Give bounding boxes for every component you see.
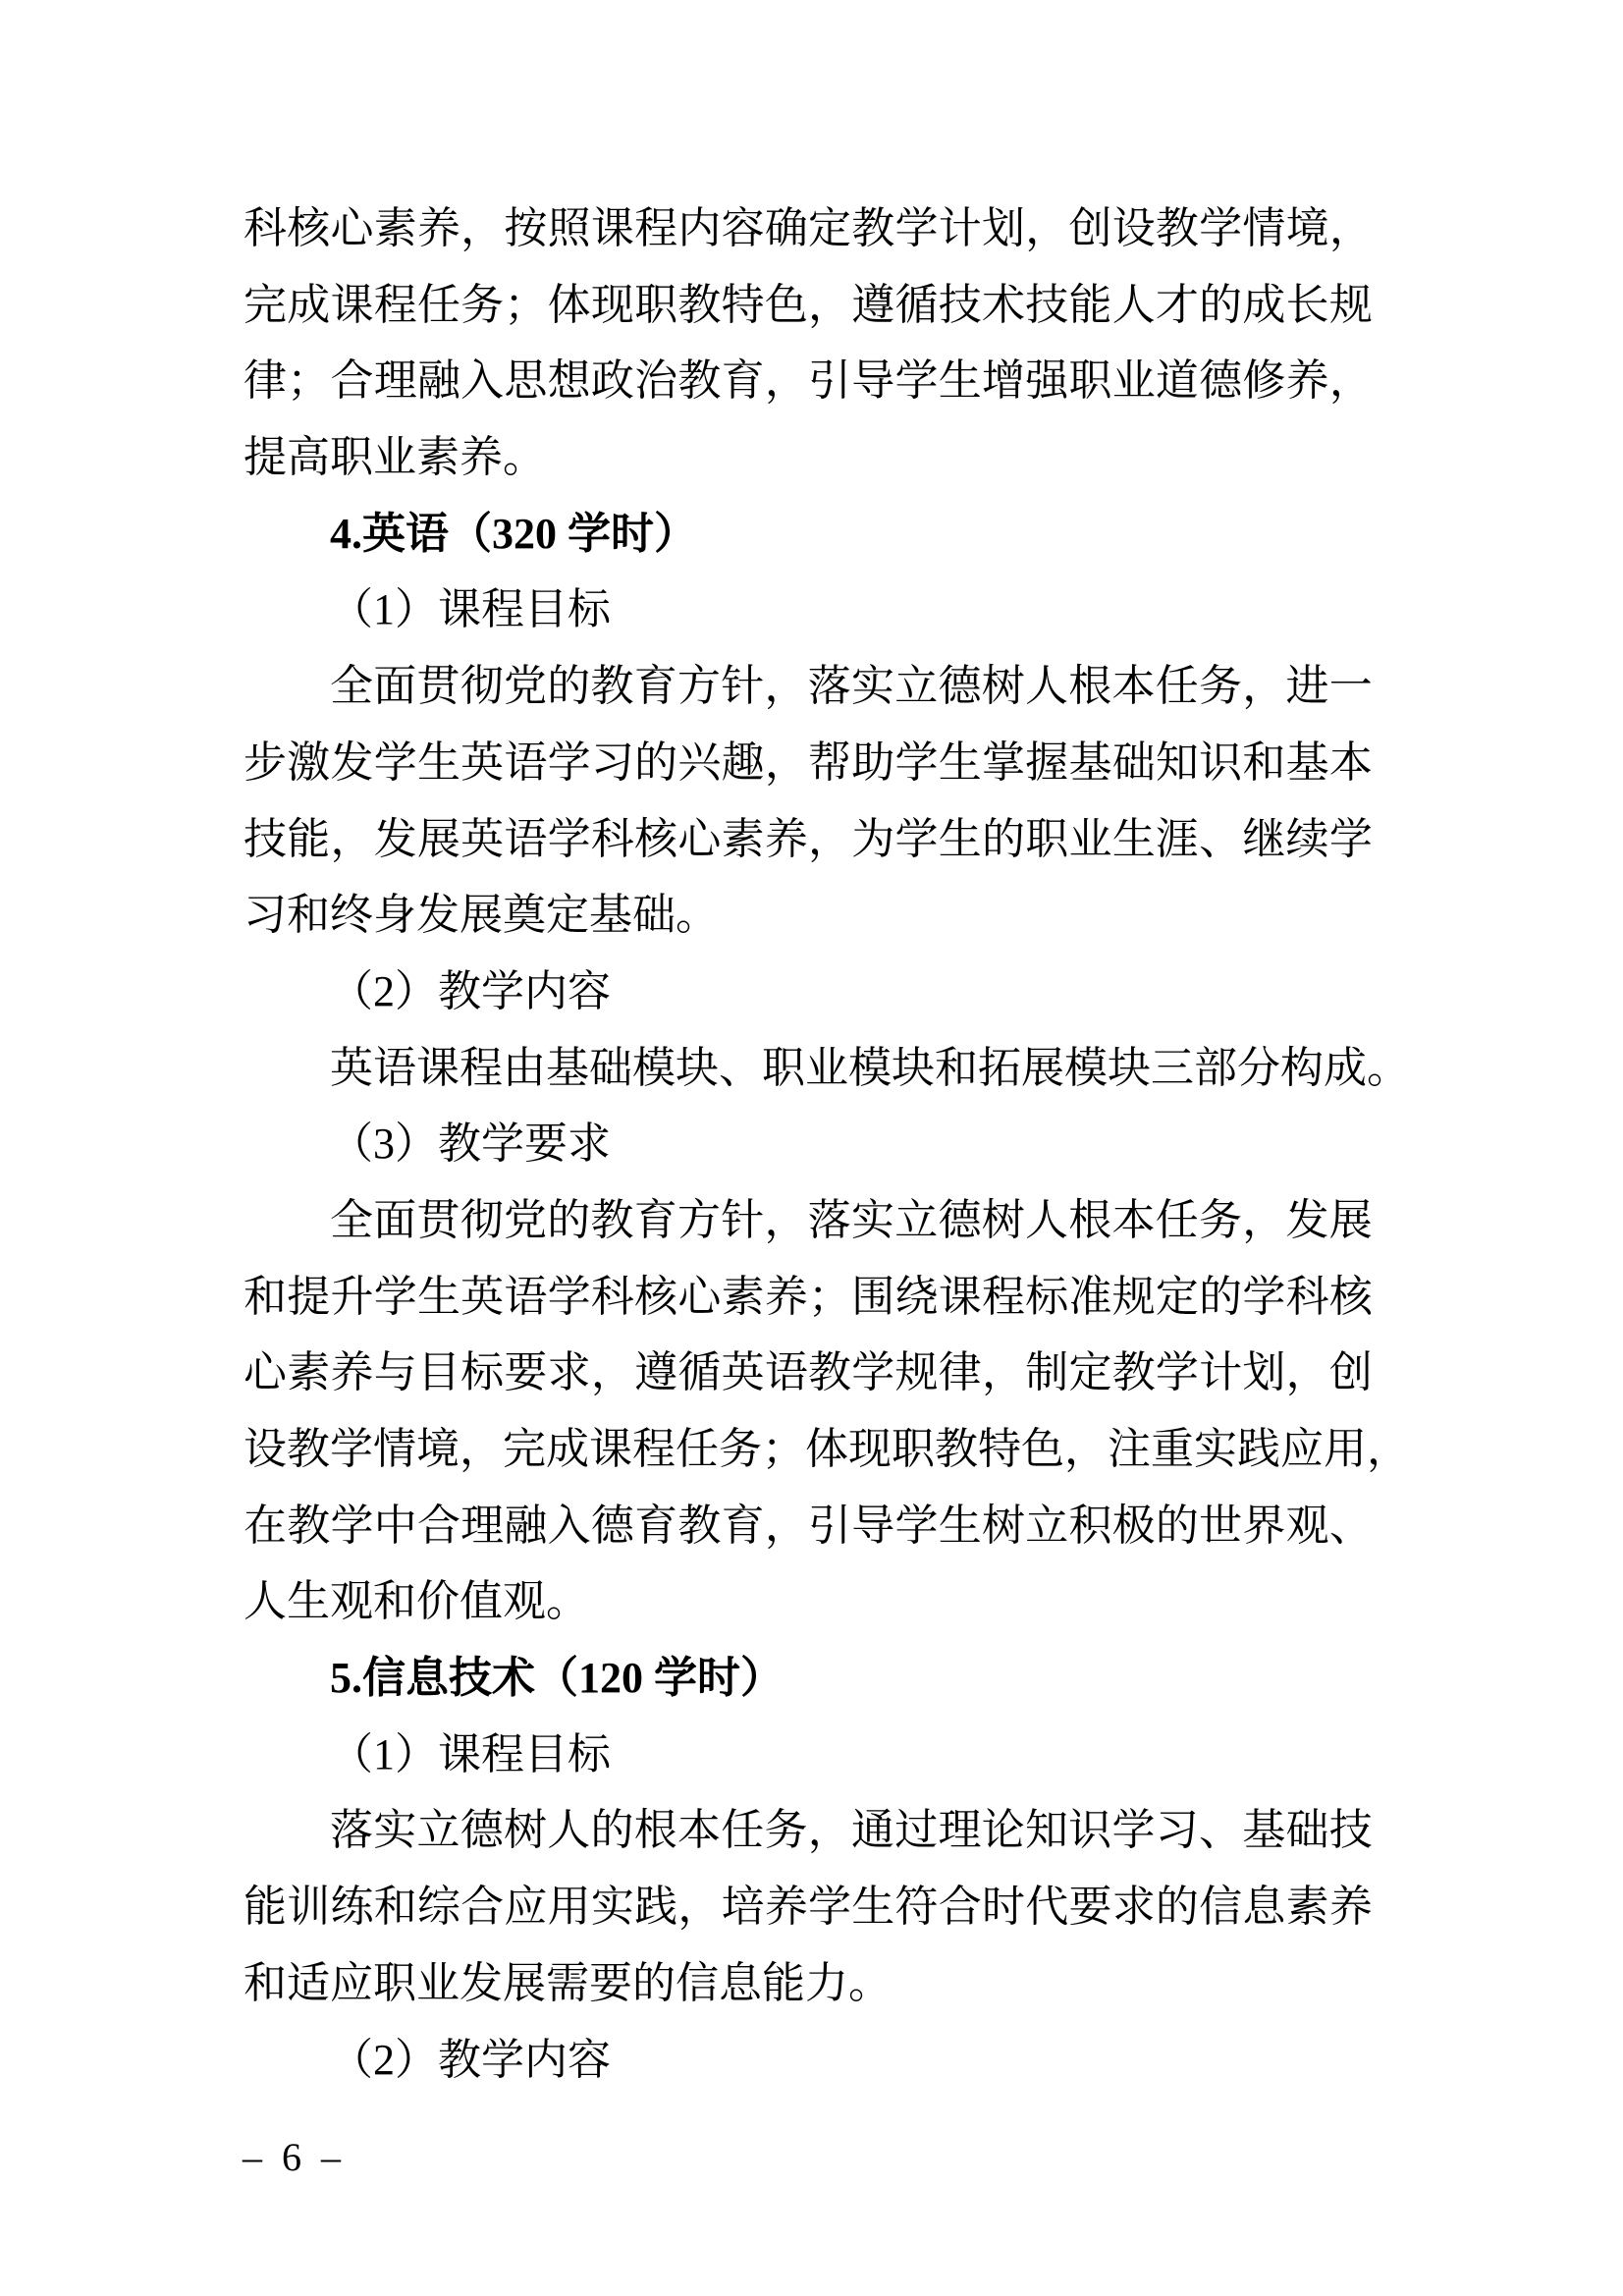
- text-line: 全 面 贯 彻 党 的 教 育 方 针 ， 落 实 立 德 树 人 根 本 任 务 ， 进 一: [330, 662, 1373, 711]
- text-line: （3）教学要求: [330, 1120, 611, 1169]
- text-line: （1）课程目标: [330, 585, 611, 634]
- text-line: 在 教 学 中 合 理 融 入 德 育 教 育 ， 引 导 学 生 树 立 积 极 的 世 界 观 、: [243, 1501, 1373, 1550]
- text-line: 人生观和价值观。: [243, 1577, 589, 1626]
- text-line: （1）课程目标: [330, 1729, 611, 1778]
- text-line: 完 成 课 程 任 务 ； 体 现 职 教 特 色 ， 遵 循 技 术 技 能 人 才 的 成 长 规: [243, 280, 1373, 329]
- page-number: – 6 –: [243, 2135, 346, 2179]
- text-line: 步 激 发 学 生 英 语 学 习 的 兴 趣 ， 帮 助 学 生 掌 握 基 础 知 识 和 基 本: [243, 738, 1373, 787]
- text-line: 和 提 升 学 生 英 语 学 科 核 心 素 养 ； 围 绕 课 程 标 准 规 定 的 学 科 核: [243, 1272, 1373, 1321]
- text-line: 全 面 贯 彻 党 的 教 育 方 针 ， 落 实 立 德 树 人 根 本 任 务 ， 发 展: [330, 1195, 1373, 1244]
- text-line: 习和终身发展奠定基础。: [243, 891, 719, 940]
- text-line: 设 教 学 情 境 ， 完 成 课 程 任 务 ； 体 现 职 教 特 色 ， 注 重 实 践 应 用 ，: [243, 1425, 1410, 1473]
- text-line: 能 训 练 和 综 合 应 用 实 践 ， 培 养 学 生 符 合 时 代 要 求 的 信 息 素 养: [243, 1883, 1373, 1932]
- text-line: 技 能 ， 发 展 英 语 学 科 核 心 素 养 ， 为 学 生 的 职 业 生 涯 、 继 续 学: [243, 814, 1373, 863]
- text-line: 心 素 养 与 目 标 要 求 ， 遵 循 英 语 教 学 规 律 ， 制 定 教 学 计 划 ， 创: [243, 1348, 1373, 1397]
- section-heading: 5.信息技术（120 学时）: [330, 1654, 784, 1703]
- text-line: 科 核 心 素 养 ， 按 照 课 程 内 容 确 定 教 学 计 划 ， 创 设 教 学 情 境 ，: [243, 204, 1373, 252]
- text-line: （2）教学内容: [330, 2035, 611, 2084]
- text-line: （2）教学内容: [330, 966, 611, 1015]
- text-line: 和适应职业发展需要的信息能力。: [243, 1958, 892, 2007]
- text-line: 落 实 立 德 树 人 的 根 本 任 务 ， 通 过 理 论 知 识 学 习 、 基 础 技: [330, 1806, 1373, 1855]
- document-body: [243, 191, 1410, 2098]
- text-line: 英语课程由基础模块、职业模块和拓展模块三部分构成。: [330, 1043, 1410, 1092]
- text-line: 提高职业素养。: [243, 433, 546, 482]
- section-heading: 4.英语（320 学时）: [330, 509, 697, 558]
- text-line: 律 ； 合 理 融 入 思 想 政 治 教 育 ， 引 导 学 生 增 强 职 业 道 德 修 养 ，: [243, 356, 1373, 406]
